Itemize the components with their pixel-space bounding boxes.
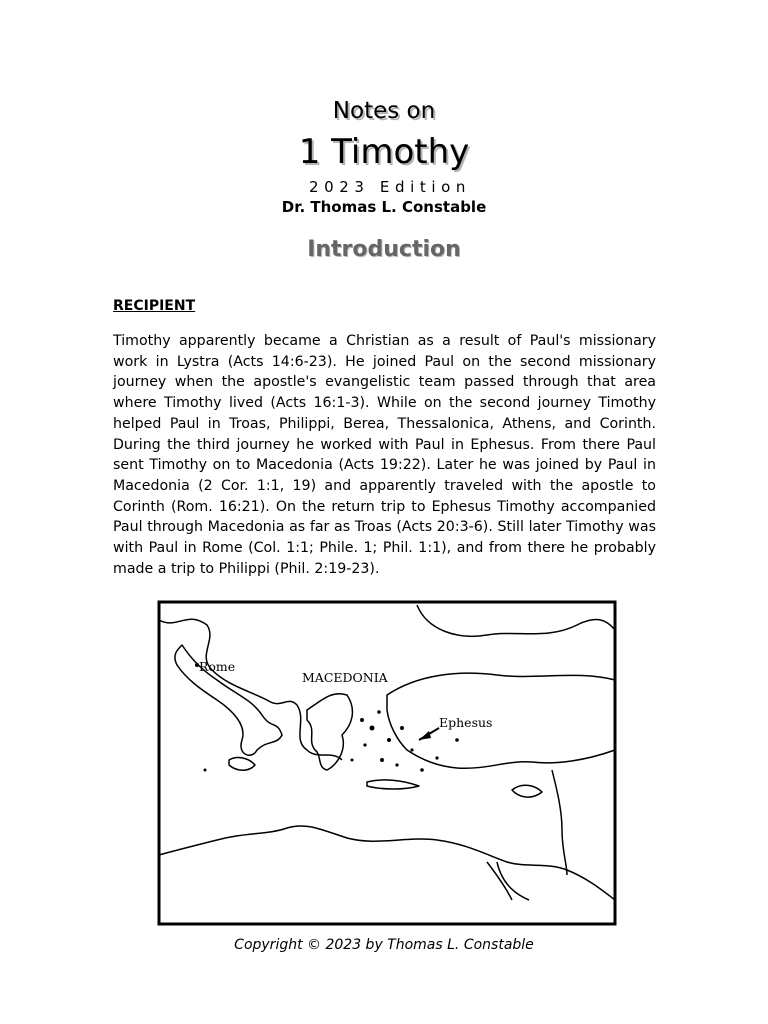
map-figure <box>157 600 617 926</box>
section-title: Introduction <box>307 237 461 262</box>
recipient-paragraph: Timothy apparently became a Christian as a result of Paul's missionary work in Lystra (Acts 14:6-23). He joined Paul on the second missionary journey when the apostle's evangelistic team passed through that area where Timothy lived (Acts 16:1-3). While on the second journey Timothy helped Paul in Troas, Philippi, Berea, Thessalonica, Athens, and Corinth. During the third journey he worked with Paul in Ephesus. From there Paul sent Timothy on to Macedonia (Acts 19:22). Later he was joined by Paul in Macedonia (2 Cor. 1:1, 19) and apparently traveled with the apostle to Corinth (Rom. 16:21). On the return trip to Ephesus Timothy accompanied Paul through Macedonia as far as Troas (Acts 20:3-6). Still later Timothy was with Paul in Rome (Col. 1:1; Phile. 1; Phil. 1:1), and from there he probably made a trip to Philippi (Phil. 2:19-23). <box>113 333 656 577</box>
map-label-rome: Rome <box>199 659 236 674</box>
header-line: Notes on <box>332 98 436 124</box>
map-label-macedonia: MACEDONIA <box>302 670 388 685</box>
book-title: 1 Timothy <box>298 132 470 172</box>
recipient-heading: RECIPIENT <box>113 298 196 314</box>
copyright-caption: Copyright © 2023 by Thomas L. Constable <box>234 937 534 953</box>
map-label-ephesus: Ephesus <box>439 715 493 730</box>
author-name: Dr. Thomas L. Constable <box>281 198 487 216</box>
edition-label: 2023 Edition <box>308 178 472 196</box>
